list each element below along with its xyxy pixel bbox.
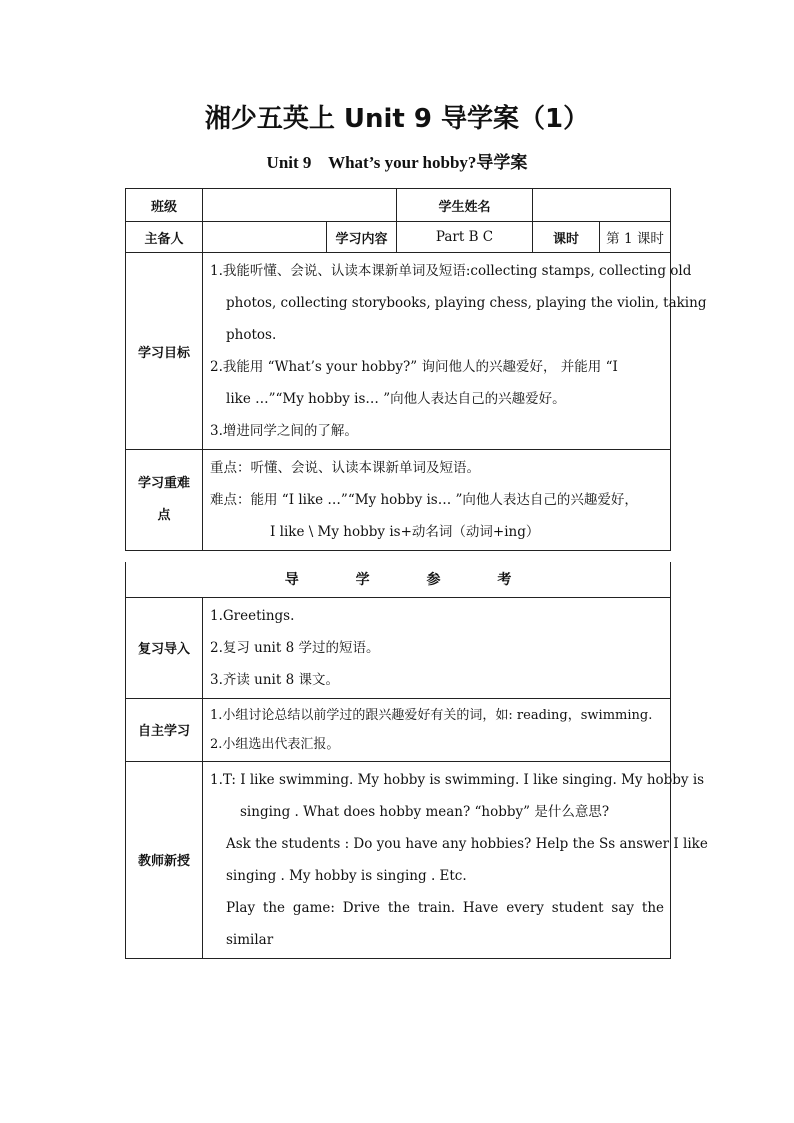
review-line: 1.Greetings. xyxy=(210,607,295,624)
teach-line: Ask the students : Do you have any hobbies? Help the Ss answer I like xyxy=(226,835,708,852)
goal-line: photos, collecting storybooks, playing chess, playing the violin, taking xyxy=(226,295,707,311)
content-label: 学习内容 xyxy=(327,222,397,253)
self-study-label: 自主学习 xyxy=(126,698,203,761)
key-points-content xyxy=(203,450,671,551)
goal-line: 3.增进同学之间的了解。 xyxy=(210,423,358,439)
teach-line: singing . My hobby is singing . Etc. xyxy=(226,867,467,884)
teach-line: singing . What does hobby mean? “hobby” 是什么意思? xyxy=(240,803,610,820)
student-name-label: 学生姓名 xyxy=(397,189,533,222)
period-value: 第 1 课时 xyxy=(600,222,671,253)
info-table xyxy=(125,188,707,551)
class-value xyxy=(203,189,397,222)
class-label: 班级 xyxy=(126,189,203,222)
new-teaching-content xyxy=(203,761,708,958)
review-line: 2.复习 unit 8 学过的短语。 xyxy=(210,639,380,656)
goal-line: photos. xyxy=(226,327,277,343)
guide-header-char: 考 xyxy=(497,572,512,589)
review-label: 复习导入 xyxy=(126,597,203,698)
new-teaching-label: 教师新授 xyxy=(126,761,203,958)
goal-line: 1.我能听懂、会说、认读本课新单词及短语:collecting stamps, collecting old xyxy=(210,263,692,279)
review-line: 3.齐读 unit 8 课文。 xyxy=(210,671,339,688)
guide-header-char: 参 xyxy=(426,572,441,589)
teach-line: Play the game: Drive the train. Have every student say the similar xyxy=(226,899,664,948)
student-name-value xyxy=(533,189,671,222)
guide-header-char: 导 xyxy=(284,572,299,589)
page-subtitle: Unit 9 What’s your hobby?导学案 xyxy=(266,153,528,172)
key-line: 难点：能用 “I like …”“My hobby is… ”向他人表达自己的兴趣爱好， xyxy=(210,492,638,508)
review-content xyxy=(203,597,671,698)
period-label: 课时 xyxy=(533,222,600,253)
teach-line: 1.T: I like swimming. My hobby is swimming. I like singing. My hobby is xyxy=(210,771,705,788)
key-points-label xyxy=(126,450,203,551)
guide-header-char: 学 xyxy=(355,572,370,589)
guide-table xyxy=(125,562,708,959)
goals-label: 学习目标 xyxy=(126,253,203,450)
guide-header xyxy=(126,562,671,597)
goal-line: 2.我能用 “What’s your hobby?” 询问他人的兴趣爱好， 并能用 “I xyxy=(210,359,618,375)
goals-content xyxy=(203,253,707,450)
goal-line: like …”“My hobby is… ”向他人表达自己的兴趣爱好。 xyxy=(226,391,566,407)
content-value: Part B C xyxy=(397,222,533,253)
self-study-line: 2.小组选出代表汇报。 xyxy=(210,736,340,752)
self-study-content xyxy=(203,698,671,761)
self-study-line: 1.小组讨论总结以前学过的跟兴趣爱好有关的词，如: reading，swimming. xyxy=(210,707,653,723)
author-label: 主备人 xyxy=(126,222,203,253)
key-line: 重点：听懂、会说、认读本课新单词及短语。 xyxy=(210,460,480,476)
key-line: I like \ My hobby is+动名词（动词+ing） xyxy=(270,524,540,540)
page-title: 湘少五英上 Unit 9 导学案（1） xyxy=(204,104,590,134)
key-points-label-text: 学习重难点 xyxy=(137,476,190,523)
author-value xyxy=(203,222,327,253)
